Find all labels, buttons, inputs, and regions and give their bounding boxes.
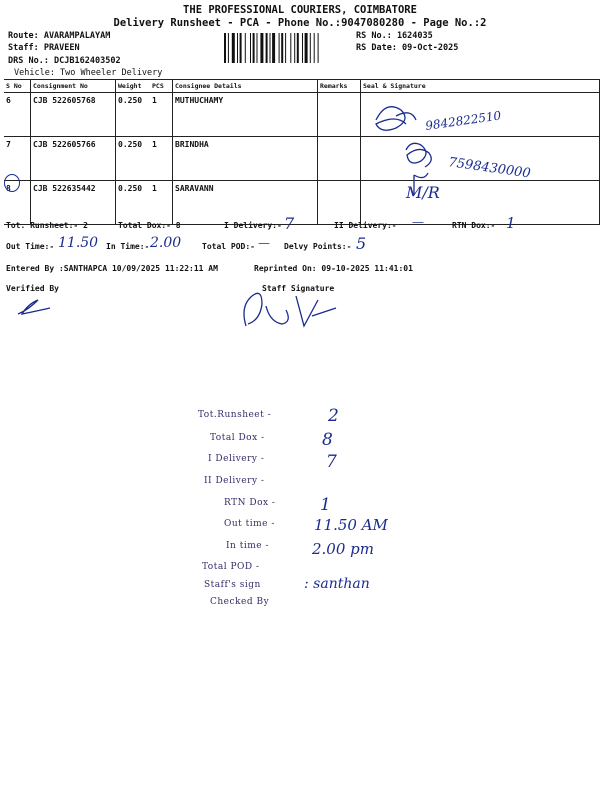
out-time-label: Out Time:- <box>6 242 55 251</box>
total-dox: Total Dox:- 8 <box>118 221 181 230</box>
stamp-value-staff-sign: : santhan <box>304 576 370 592</box>
entered-by: Entered By :SANTHAPCA 10/09/2025 11:22:11 AM <box>6 264 218 273</box>
barcode-bar <box>224 33 226 63</box>
stamp-label-in-time: In time - <box>226 541 269 551</box>
barcode-bar <box>250 33 251 63</box>
row7-handwritten: 7598430000 <box>447 155 532 182</box>
delvy-points-value: 5 <box>356 234 367 253</box>
barcode-bar <box>297 33 299 63</box>
row-consignment: CJB 522605768 <box>31 93 116 137</box>
stamp-label-ii-delivery: II Delivery - <box>204 476 265 486</box>
barcode-bar <box>310 33 311 63</box>
in-time-label: In Time:- <box>106 242 150 251</box>
verified-signature <box>14 296 54 320</box>
in-time-value: 2.00 <box>150 235 182 251</box>
stamp-label-rtn: RTN Dox - <box>224 498 276 508</box>
col-weight: Weight <box>116 80 151 93</box>
barcode-bar <box>270 33 271 63</box>
barcode-bar <box>260 33 263 63</box>
reprinted-on: Reprinted On: 09-10-2025 11:41:01 <box>254 264 413 273</box>
stamp-label-checked: Checked By <box>210 597 270 607</box>
stamp-value-in-time: 2.00 pm <box>312 540 374 558</box>
circled-mark <box>4 174 20 192</box>
col-sno: S No <box>4 80 31 93</box>
i-delivery-label: I Delivery:- <box>224 221 282 230</box>
barcode-bar <box>294 33 295 63</box>
rs-number: RS No.: 1624035 <box>356 31 433 41</box>
out-time-value: 11.50 <box>58 235 99 251</box>
vehicle-label: Vehicle: Two Wheeler Delivery <box>14 68 163 78</box>
stamp-label-dox: Total Dox - <box>210 433 265 443</box>
barcode-bar <box>266 33 268 63</box>
total-pod-label: Total POD:- <box>202 242 255 251</box>
col-pcs: PCS <box>150 80 173 93</box>
barcode-bar <box>257 33 258 63</box>
col-consignment: Consignment No <box>31 80 116 93</box>
i-delivery-value: 7 <box>284 214 295 233</box>
row-consignee: SARAVANN <box>173 181 318 225</box>
stamp-label-i-delivery: I Delivery - <box>208 454 265 464</box>
stamp-value-runsheet: 2 <box>328 406 339 426</box>
col-seal-signature: Seal & Signature <box>361 80 600 93</box>
row-weight: 0.250 <box>116 181 151 225</box>
verified-by-label: Verified By <box>6 284 59 293</box>
ii-delivery-label: II Delivery:- <box>334 221 397 230</box>
runsheet-title: Delivery Runsheet - PCA - Phone No.:9047080280 - Page No.:2 <box>113 17 487 29</box>
row-consignee: MUTHUCHAMY <box>173 93 318 137</box>
stamp-value-i-delivery: 7 <box>326 452 337 472</box>
barcode-bar <box>232 33 235 63</box>
row-consignee: BRINDHA <box>173 137 318 181</box>
row-weight: 0.250 <box>116 93 151 137</box>
ii-delivery-value: — <box>412 215 424 229</box>
handwritten-signatures <box>366 90 596 220</box>
row-sno: 6 <box>4 93 31 137</box>
rtn-dox-value: 1 <box>506 214 516 232</box>
signature-scribbles <box>376 107 431 195</box>
total-pod-value: — <box>258 236 270 250</box>
barcode-bar <box>285 33 286 63</box>
row8-handwritten: M/R <box>406 183 440 202</box>
barcode-bar <box>305 33 308 63</box>
delvy-points-label: Delvy Points:- <box>284 242 352 251</box>
row-pcs: 1 <box>150 93 173 137</box>
stamp-label-out-time: Out time - <box>224 519 275 529</box>
rs-date: RS Date: 09-Oct-2025 <box>356 43 459 53</box>
rtn-dox-label: RTN Dox:- <box>452 221 496 230</box>
stamp-label-runsheet: Tot.Runsheet - <box>198 410 272 420</box>
barcode-bar <box>279 33 280 63</box>
stamp-label-staff-sign: Staff's sign <box>204 580 261 590</box>
staff-label: Staff: PRAVEEN <box>8 43 80 53</box>
barcode-bar <box>237 33 238 63</box>
route-label: Route: AVARAMPALAYAM <box>8 31 111 41</box>
barcode-bar <box>302 33 303 63</box>
staff-signature <box>236 286 346 332</box>
row-pcs: 1 <box>150 137 173 181</box>
stamp-value-rtn: 1 <box>320 495 331 515</box>
row-remarks <box>318 181 361 225</box>
barcode-bar <box>272 33 275 63</box>
barcode-bar <box>228 33 229 63</box>
staff-signature-label: Staff Signature <box>262 284 335 293</box>
row-sno: 8 <box>4 181 31 225</box>
drs-number: DRS No.: DCJB162403502 <box>8 56 121 66</box>
stamp-value-dox: 8 <box>322 430 333 450</box>
row-consignment: CJB 522635442 <box>31 181 116 225</box>
stamp-value-out-time: 11.50 AM <box>314 516 388 534</box>
tot-runsheet: Tot. Runsheet:- 2 <box>6 221 88 230</box>
row-sno: 7 <box>4 137 31 181</box>
col-consignee: Consignee Details <box>173 80 318 93</box>
barcode-bar <box>245 33 246 63</box>
row-remarks <box>318 93 361 137</box>
company-name: THE PROFESSIONAL COURIERS, COIMBATORE <box>183 4 417 16</box>
row-remarks <box>318 137 361 181</box>
stamp-label-pod: Total POD - <box>202 562 260 572</box>
row6-handwritten: 9842822510 <box>424 108 503 133</box>
barcode-graphic <box>224 33 350 63</box>
row-consignment: CJB 522605766 <box>31 137 116 181</box>
col-remarks: Remarks <box>318 80 361 93</box>
barcode <box>224 33 350 63</box>
barcode-bar <box>314 33 315 63</box>
row-weight: 0.250 <box>116 137 151 181</box>
barcode-bar <box>240 33 242 63</box>
barcode-bar <box>318 33 319 63</box>
barcode-bar <box>253 33 255 63</box>
barcode-bar <box>281 33 283 63</box>
barcode-bar <box>290 33 291 63</box>
row-pcs: 1 <box>150 181 173 225</box>
